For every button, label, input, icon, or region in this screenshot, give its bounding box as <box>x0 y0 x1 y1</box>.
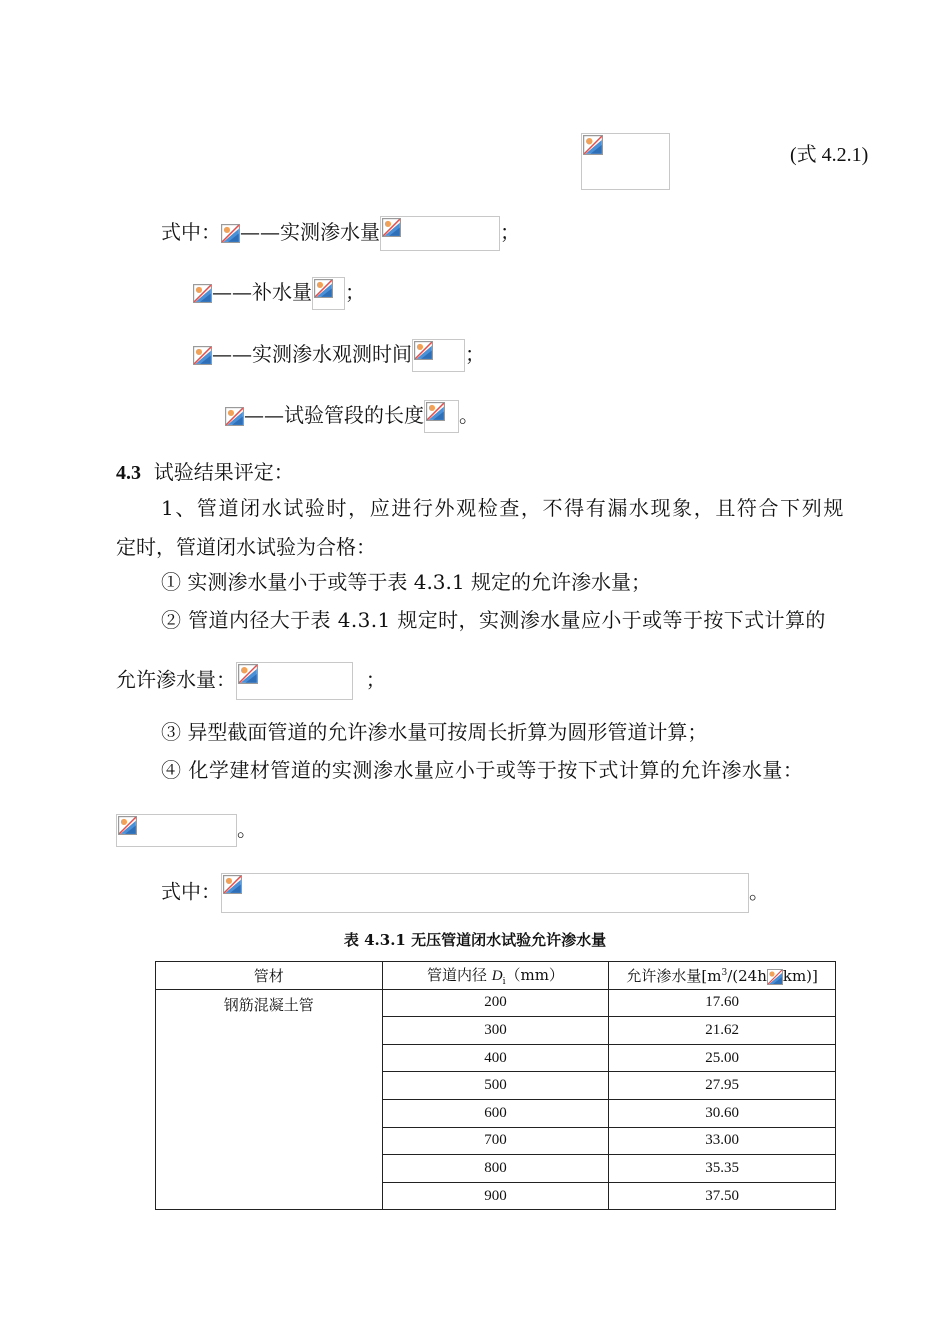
where-desc: ——试验管段的长度 <box>244 403 424 427</box>
formula-image <box>380 216 500 251</box>
header-sup: 3 <box>721 967 728 978</box>
broken-image-icon <box>767 969 783 985</box>
section-heading <box>116 458 294 487</box>
table-row <box>156 989 836 1017</box>
formula-image <box>236 662 353 700</box>
broken-image-icon <box>221 224 240 243</box>
broken-image-icon <box>583 135 603 155</box>
header-text: /(24h <box>727 966 767 985</box>
allowable-cell: 30.60 <box>609 1099 836 1127</box>
line-suffix: 。 <box>237 817 257 841</box>
list-item: ③ 异型截面管道的允许渗水量可按周长折算为圆形管道计算； <box>161 720 708 744</box>
table-header-row <box>156 962 836 990</box>
allowable-cell: 37.50 <box>609 1182 836 1210</box>
where-line-3 <box>193 339 485 372</box>
where-line-5 <box>161 873 769 913</box>
seepage-table <box>155 961 836 1210</box>
formula-image <box>312 277 345 310</box>
paragraph-line: 定时，管道闭水试验为合格： <box>116 535 376 559</box>
formula-image <box>116 814 237 847</box>
line-suffix: ； <box>500 220 520 244</box>
diameter-cell: 200 <box>382 989 609 1017</box>
line-suffix: 。 <box>749 879 769 904</box>
broken-image-icon <box>193 346 212 365</box>
header-allowable <box>609 962 836 990</box>
where-line-2 <box>193 277 365 310</box>
header-diameter <box>382 962 609 990</box>
diameter-cell: 300 <box>382 1017 609 1045</box>
material-cell: 钢筋混凝土管 <box>156 989 383 1210</box>
list-item-text: 允许渗水量： <box>116 667 236 692</box>
where-line-1 <box>161 216 520 251</box>
allowable-cell: 35.35 <box>609 1155 836 1183</box>
broken-image-icon <box>414 341 433 360</box>
broken-image-icon <box>118 816 137 835</box>
header-text: 允许渗水量[m <box>626 966 722 985</box>
diameter-cell: 500 <box>382 1072 609 1100</box>
line-suffix: ； <box>345 280 365 304</box>
header-text: （mm） <box>505 965 564 984</box>
diameter-cell: 900 <box>382 1182 609 1210</box>
formula-image <box>412 339 465 372</box>
broken-image-icon <box>314 279 333 298</box>
where-desc: ——实测渗水量 <box>240 220 380 244</box>
header-text: 管道内径 <box>426 965 492 984</box>
list-item: ① 实测渗水量小于或等于表 4.3.1 规定的允许渗水量； <box>161 570 651 594</box>
line-suffix: ； <box>465 342 485 366</box>
broken-image-icon <box>426 402 445 421</box>
line-suffix: 。 <box>459 403 479 427</box>
broken-image-icon <box>382 218 401 237</box>
diameter-cell: 400 <box>382 1044 609 1072</box>
broken-image-icon <box>193 284 212 303</box>
where-desc: ——补水量 <box>212 280 312 304</box>
list-item-continuation <box>116 662 386 700</box>
header-var: D <box>491 967 503 984</box>
section-number: 4.3 <box>116 462 141 484</box>
diameter-cell: 700 <box>382 1127 609 1155</box>
diameter-cell: 600 <box>382 1099 609 1127</box>
line-suffix: ； <box>365 667 386 692</box>
table-caption: 表 4.3.1 无压管道闭水试验允许渗水量 <box>343 931 607 949</box>
header-sub: i <box>502 976 506 987</box>
broken-image-icon <box>223 875 242 894</box>
formula-image <box>221 873 749 913</box>
broken-image-icon <box>225 407 244 426</box>
allowable-cell: 21.62 <box>609 1017 836 1045</box>
header-material: 管材 <box>156 962 383 990</box>
section-title: 试验结果评定： <box>153 460 294 484</box>
formula-line <box>116 814 257 847</box>
formula-image <box>424 400 459 433</box>
list-item: ④ 化学建材管道的实测渗水量应小于或等于按下式计算的允许渗水量： <box>161 758 804 782</box>
where-prefix: 式中： <box>161 879 221 904</box>
where-desc: ——实测渗水观测时间 <box>212 342 412 366</box>
formula-image <box>581 133 670 190</box>
where-prefix: 式中： <box>161 220 221 244</box>
paragraph-line: 1、管道闭水试验时，应进行外观检查，不得有漏水现象，且符合下列规 <box>161 496 845 520</box>
allowable-cell: 27.95 <box>609 1072 836 1100</box>
header-text: km)] <box>782 966 818 985</box>
list-item: ② 管道内径大于表 4.3.1 规定时，实测渗水量应小于或等于按下式计算的 <box>161 608 826 632</box>
diameter-cell: 800 <box>382 1155 609 1183</box>
allowable-cell: 33.00 <box>609 1127 836 1155</box>
allowable-cell: 25.00 <box>609 1044 836 1072</box>
allowable-cell: 17.60 <box>609 989 836 1017</box>
formula-number: (式 4.2.1) <box>790 144 869 166</box>
broken-image-icon <box>238 664 258 684</box>
where-line-4 <box>225 400 479 433</box>
